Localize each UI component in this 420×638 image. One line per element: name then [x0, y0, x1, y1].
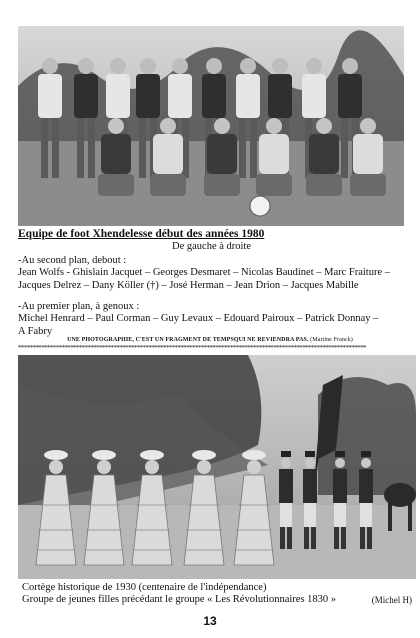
second-row-line-1: Jean Wolfs - Ghislain Jacquet – Georges Desmaret – Nicolas Baudinet – Marc Fraiture – — [18, 267, 391, 279]
second-row-line-2: Jacques Delrez – Dany Köller (†) – José Herman – Jean Drion – Jacques Mabille — [18, 279, 359, 291]
front-row-line-1: Michel Henrard – Paul Corman – Guy Levaux – Edouard Pairoux – Patrick Donnay – — [18, 313, 379, 325]
quote-text: UNE PHOTOGRAPHIE, C'EST UN FRAGMENT DE TEMPSQUI NE REVIENDRA PAS. — [67, 337, 309, 343]
front-row-line-2: A Fabry — [18, 325, 53, 337]
photo-quote — [0, 337, 420, 343]
front-row-names — [18, 301, 378, 338]
quote-author: (Martine Franck) — [310, 337, 353, 343]
football-team-photo — [18, 26, 404, 226]
team-photo-title: Equipe de foot Xhendelesse début des années 1980 — [18, 228, 265, 240]
parade-caption — [22, 582, 416, 607]
football-team-image — [18, 26, 404, 226]
second-row-names — [18, 255, 390, 292]
star-separator: ************************************************************************************************************************ — [18, 344, 367, 352]
historic-parade-image — [18, 355, 416, 579]
historic-parade-photo — [18, 355, 416, 579]
parade-photo-credit: (Michel H) — [371, 595, 412, 605]
team-photo-subtitle: De gauche à droite — [172, 241, 252, 252]
page-number: 13 — [203, 614, 217, 628]
parade-caption-line-1: Cortège historique de 1930 (centenaire de l'indépendance) — [22, 582, 267, 593]
front-row-heading: -Au premier plan, à genoux : — [18, 301, 140, 312]
parade-caption-line-2: Groupe de jeunes filles précédant le groupe « Les Révolutionnaires 1830 » — [22, 594, 337, 606]
second-row-heading: -Au second plan, debout : — [18, 255, 127, 266]
